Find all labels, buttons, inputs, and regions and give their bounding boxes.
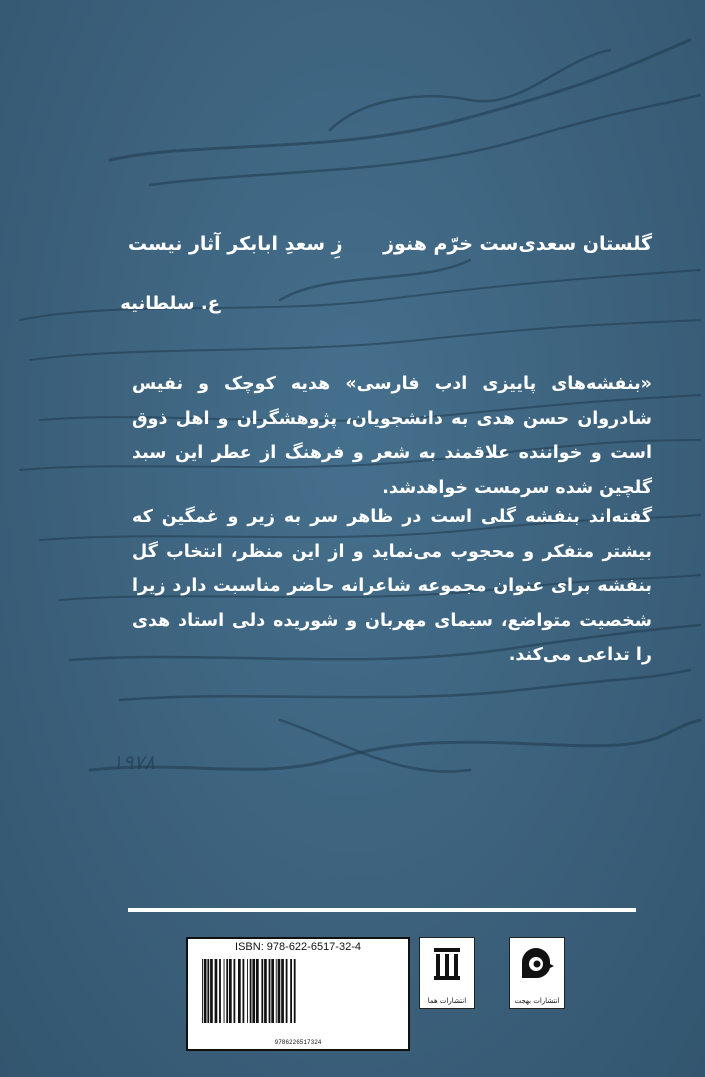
isbn-label: ISBN: 978-622-6517-32-4 [235, 941, 361, 953]
barcode-bar [264, 959, 267, 1023]
barcode-bar [261, 959, 263, 1023]
barcode-bar [294, 959, 296, 1023]
barcode [200, 959, 396, 1031]
barcode-bar [243, 959, 245, 1023]
publisher-logo-homa [419, 937, 475, 1009]
barcode-bar [247, 959, 248, 1023]
barcode-digits: 9786226517324 [274, 1039, 322, 1046]
barcode-bar [286, 959, 288, 1023]
verse-author: ع. سلطانیه [120, 293, 220, 314]
barcode-bar [210, 959, 213, 1023]
barcode-bar [256, 959, 259, 1023]
barcode-bar [226, 959, 228, 1023]
barcode-bar [229, 959, 232, 1023]
barcode-bar [250, 959, 252, 1023]
barcode-bar [290, 959, 292, 1023]
barcode-bar [271, 959, 274, 1023]
barcode-bar [238, 959, 241, 1023]
background-year: ۱۹۷۸ [112, 750, 155, 774]
barcode-bar [224, 959, 225, 1023]
description-paragraph-1: «بنفشه‌های پاییزی ادب فارسی» هدیه کوچک و نفیس شادروان حسن هدی به دانشجویان، پژوهشگران و اهل ذوق است و خواننده علاقمند به شعر و فرهنگ از عطر این سبد گلچین شده سرمست خواهدشد. [132, 374, 652, 498]
barcode-bar [276, 959, 277, 1023]
barcode-bar [202, 959, 203, 1023]
barcode-bar [281, 959, 284, 1023]
publisher-homa-icon [428, 944, 466, 984]
description-paragraph-2: گفته‌اند بنفشه گلی است در ظاهر سر به زیر و غمگین که بیشتر متفکر و محجوب می‌نماید و از این منظر، انتخاب گل بنفشه برای عنوان مجموعه شاعرانه حاضر مناسبت دارد زیرا شخصیت متواضع، سیمای مهربان و شوریده دلی استاد هدی را تداعی می‌کند. [132, 507, 652, 665]
barcode-bar [252, 959, 255, 1023]
publisher-name: انتشارات هما [427, 997, 467, 1005]
barcode-bar [204, 959, 207, 1023]
barcode-bar [234, 959, 236, 1023]
barcode-bar [278, 959, 281, 1023]
verse-first-hemistich: گلستان سعدی‌ست خرّم هنوز [383, 233, 652, 255]
barcode-bar [207, 959, 209, 1023]
barcode-bar [269, 959, 271, 1023]
publisher-logo-behjat [509, 937, 565, 1009]
divider-line [128, 908, 636, 912]
publisher-name: انتشارات بهجت [514, 997, 560, 1005]
isbn-barcode-box [186, 937, 410, 1051]
publisher-behjat-icon [518, 944, 556, 984]
barcode-bar [215, 959, 218, 1023]
barcode-bar [219, 959, 221, 1023]
verse-second-hemistich: زِ سعدِ ابابکر آثار نیست [128, 233, 343, 255]
